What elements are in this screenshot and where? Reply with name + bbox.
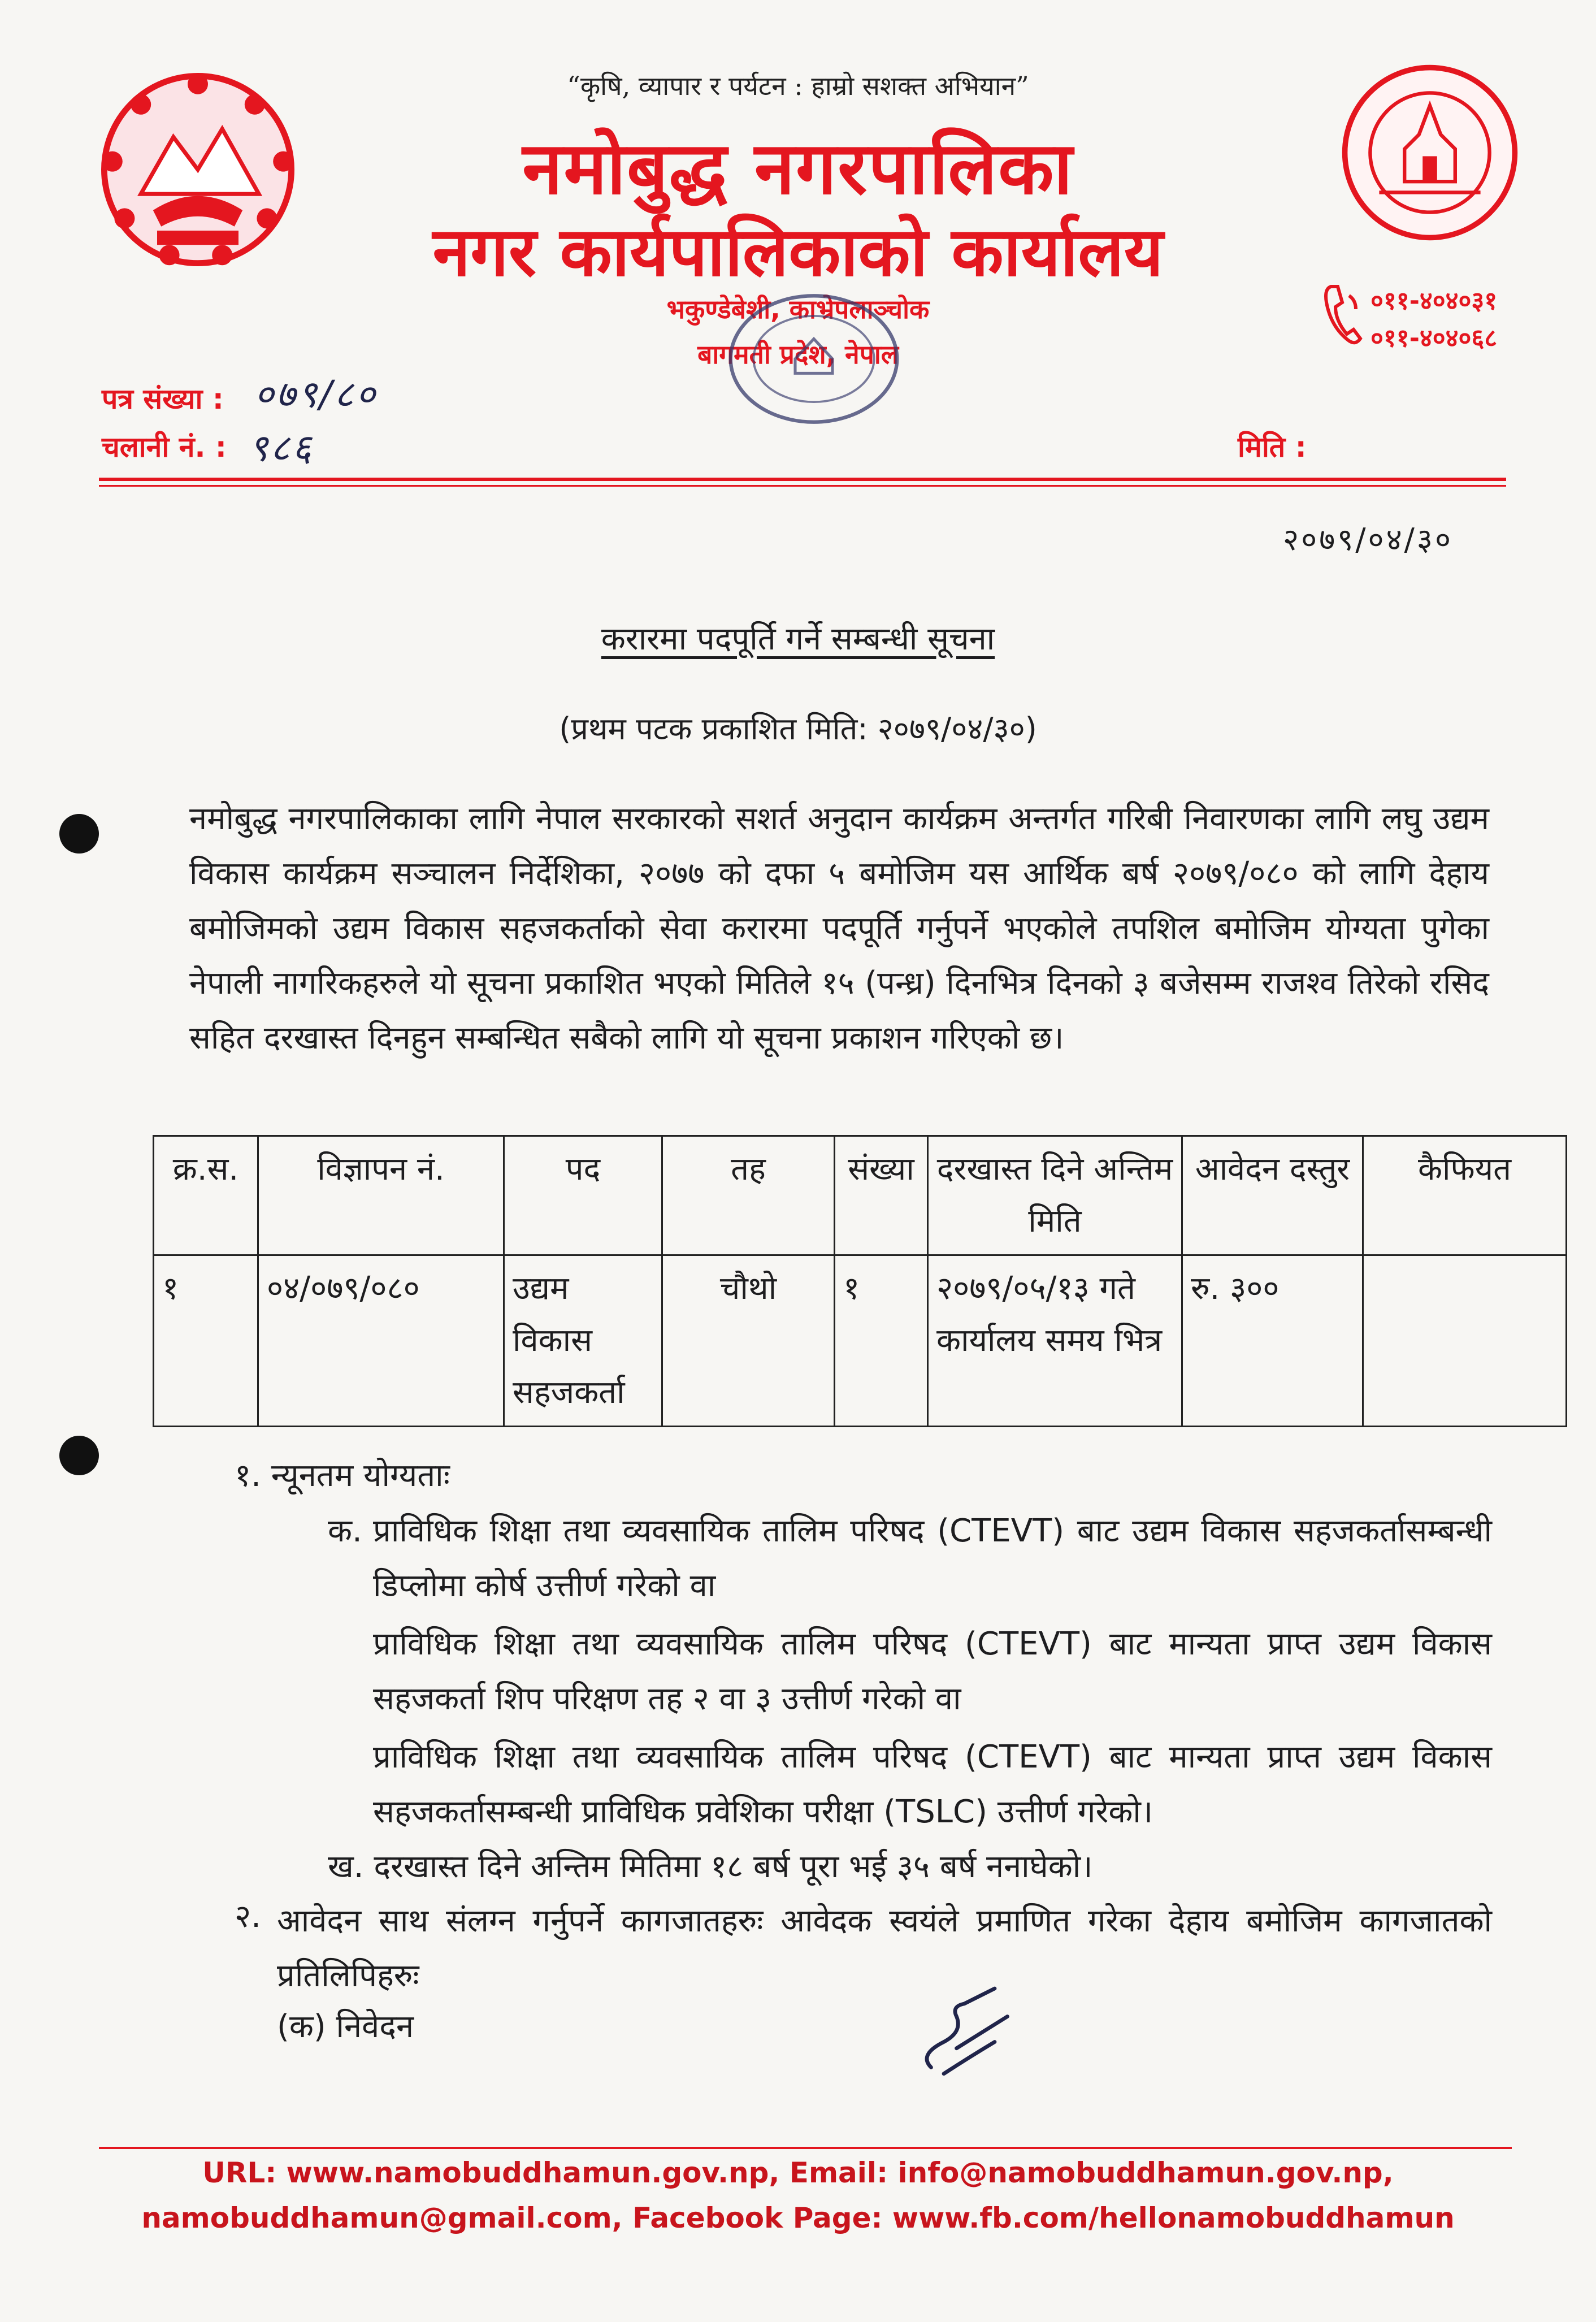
municipality-seal-icon — [1339, 62, 1520, 243]
office-name: नगर कार्यपालिकाको कार्यालय — [432, 213, 1164, 292]
table-cell — [1363, 1255, 1567, 1427]
table-header: तह — [662, 1136, 835, 1255]
phone-number-1: ०११-४०४०३१ — [1371, 287, 1498, 315]
table-cell: २०७९/०५/१३ गते कार्यालय समय भित्र — [928, 1255, 1182, 1427]
document-date: २०७९/०४/३० — [1283, 522, 1454, 557]
dispatch-number-label: चलानी नं. : — [102, 431, 227, 463]
footer-contact-line-1: URL: www.namobuddhamun.gov.np, Email: info@namobuddhamun.gov.np, — [202, 2156, 1394, 2189]
qualification-heading: १. न्यूनतम योग्यताः — [235, 1457, 450, 1494]
date-label: मिति : — [1238, 431, 1307, 463]
letter-number-label: पत्र संख्या : — [102, 383, 224, 415]
header-divider-thin — [99, 485, 1506, 487]
municipality-name: नमोबुद्ध नगरपालिका — [522, 127, 1074, 211]
qualification-kha: ख. दरखास्त दिने अन्तिम मितिमा १८ बर्ष पूरा भई ३५ बर्ष ननाघेको। — [328, 1848, 1093, 1885]
notice-title: करारमा पदपूर्ति गर्ने सम्बन्धी सूचना — [601, 621, 995, 657]
table-cell: चौथो — [662, 1255, 835, 1427]
signature-icon — [904, 1978, 1034, 2080]
table-header: आवेदन दस्तुर — [1182, 1136, 1363, 1255]
table-header: दरखास्त दिने अन्तिम मिति — [928, 1136, 1182, 1255]
qualification-ka-1: प्राविधिक शिक्षा तथा व्यवसायिक तालिम परिषद (CTEVT) बाट उद्यम विकास सहजकर्तासम्बन्धी डिप्लोमा कोर्ष उत्तीर्ण गरेको वा — [373, 1513, 1492, 1604]
address-line-1: भकुण्डेबेशी, काभ्रेपलाञ्चोक — [666, 294, 930, 324]
table-header: पद — [504, 1136, 662, 1255]
table-cell: रु. ३०० — [1182, 1255, 1363, 1427]
office-stamp-icon — [721, 285, 907, 432]
table-header-row — [154, 1136, 1567, 1255]
table-header: क्र.स. — [154, 1136, 258, 1255]
table-cell: उद्यम विकास सहजकर्ता — [504, 1255, 662, 1427]
table-header: विज्ञापन नं. — [258, 1136, 504, 1255]
documents-required: आवेदन साथ संलग्न गर्नुपर्ने कागजातहरुः आवेदक स्वयंले प्रमाणित गरेका देहाय बमोजिम कागजातको प्रतिलिपिहरुः — [277, 1903, 1492, 1994]
notice-paragraph: नमोबुद्ध नगरपालिकाका लागि नेपाल सरकारको सशर्त अनुदान कार्यक्रम अन्तर्गत गरिबी निवारणका लागि लघु उद्यम विकास कार्यक्रम सञ्चालन निर्देशिका, २०७७ को दफा ५ बमोजिम यस आर्थिक बर्ष २०७९/०८० को लागि देहाय बमोजिमको उद्यम विकास सहजकर्ताको सेवा करारमा पदपूर्ति गर्नुपर्ने भएकोले तपशिल बमोजिम योग्यता पुगेका नेपाली नागरिकहरुले यो सूचना प्रकाशित भएको मितिले १५ (पन्ध्र) दिनभित्र दिनको ३ बजेसम्म राजश्व तिरेको रसिद सहित दरखास्त दिनहुन सम्बन्धित सबैको लागि यो सूचना प्रकाशन गरिएको छ। — [189, 800, 1489, 1056]
qualification-ka-label: क. — [328, 1513, 362, 1549]
punch-hole — [59, 814, 99, 854]
documents-heading-number: २. — [235, 1898, 261, 1935]
vacancy-table — [153, 1135, 1567, 1427]
table-row — [154, 1255, 1567, 1427]
address-line-2: बागमती प्रदेश, नेपाल — [697, 339, 899, 370]
table-header: कैफियत — [1363, 1136, 1567, 1255]
table-cell: ०४/०७९/०८० — [258, 1255, 504, 1427]
punch-hole — [59, 1436, 99, 1475]
footer-contact-line-2: namobuddhamun@gmail.com, Facebook Page: www.fb.com/hellonamobuddhamun — [141, 2202, 1455, 2234]
table-cell: १ — [835, 1255, 928, 1427]
dispatch-number-value: ९८६ — [249, 426, 314, 470]
qualification-ka-3: प्राविधिक शिक्षा तथा व्यवसायिक तालिम परिषद (CTEVT) बाट मान्यता प्राप्त उद्यम विकास सहजकर्तासम्बन्धी प्राविधिक प्रवेशिका परीक्षा (TSLC) उत्तीर्ण गरेको। — [373, 1739, 1492, 1830]
table-cell: १ — [154, 1255, 258, 1427]
header-divider — [99, 478, 1506, 481]
footer-divider — [99, 2147, 1512, 2149]
slogan: “कृषि, व्यापार र पर्यटन : हाम्रो सशक्त अभियान” — [567, 71, 1029, 101]
table-header: संख्या — [835, 1136, 928, 1255]
document-item-application: (क) निवेदन — [277, 2008, 414, 2045]
phone-icon — [1320, 280, 1365, 348]
letter-number-value: ०७९/८० — [254, 372, 378, 416]
qualification-ka-2: प्राविधिक शिक्षा तथा व्यवसायिक तालिम परिषद (CTEVT) बाट मान्यता प्राप्त उद्यम विकास सहजकर्ता शिप परिक्षण तह २ वा ३ उत्तीर्ण गरेको वा — [373, 1626, 1492, 1717]
first-published-date: (प्रथम पटक प्रकाशित मिति: २०७९/०४/३०) — [559, 711, 1037, 747]
phone-number-2: ०११-४०४०६८ — [1371, 324, 1498, 353]
